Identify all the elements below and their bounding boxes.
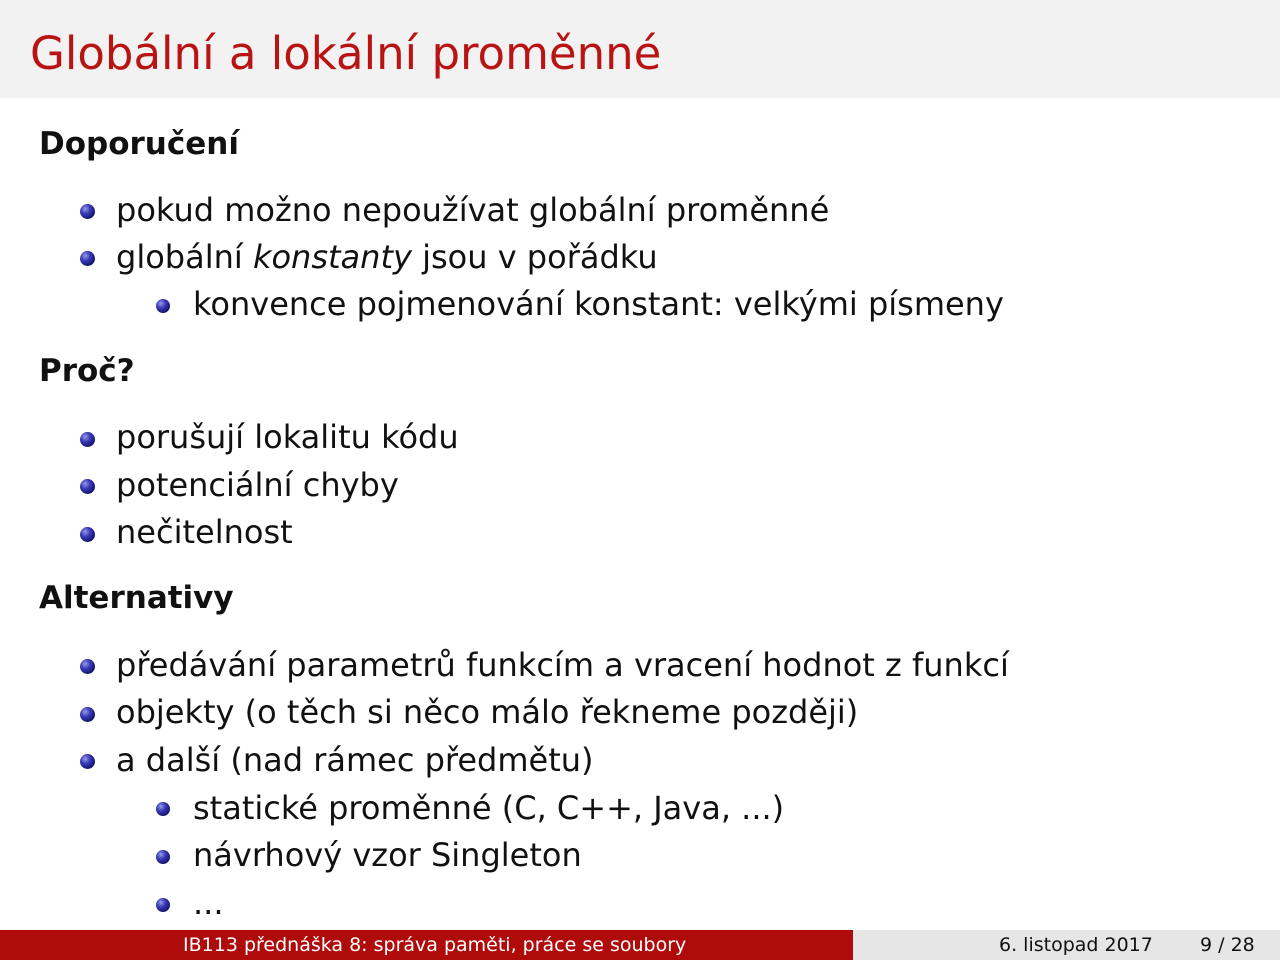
list-item xyxy=(116,237,658,277)
title-bar xyxy=(0,0,1280,98)
list-item-text: jsou v pořádku xyxy=(411,238,658,276)
sub-list-item: návrhový vzor Singleton xyxy=(193,836,582,874)
footer-course-bar xyxy=(0,930,853,960)
bullet-icon xyxy=(80,204,95,219)
sub-bullet-icon xyxy=(156,898,170,912)
list-item: předávání parametrů funkcím a vracení hodnot z funkcí xyxy=(116,646,1009,684)
sub-list-item: konvence pojmenování konstant: velkými písmeny xyxy=(193,285,1004,323)
bullet-icon xyxy=(80,251,95,266)
list-item: pokud možno nepoužívat globální proměnné xyxy=(116,191,830,229)
list-item: nečitelnost xyxy=(116,513,293,551)
sub-bullet-icon xyxy=(156,299,170,313)
list-item-text: globální xyxy=(116,238,253,276)
list-item: potenciální chyby xyxy=(116,466,399,504)
bullet-icon xyxy=(80,707,95,722)
footer-date: 6. listopad 2017 xyxy=(999,934,1153,956)
section-heading-why: Proč? xyxy=(39,353,135,389)
sub-list-item: statické proměnné (C, C++, Java, ...) xyxy=(193,789,785,827)
footer-info-bar xyxy=(853,930,1280,960)
slide-title: Globální a lokální proměnné xyxy=(30,27,662,80)
sub-bullet-icon xyxy=(156,802,170,816)
list-item: a další (nad rámec předmětu) xyxy=(116,741,594,779)
footer xyxy=(0,930,1280,960)
page-number: 9 / 28 xyxy=(1200,934,1255,956)
bullet-icon xyxy=(80,659,95,674)
footer-course-title: IB113 přednáška 8: správa paměti, práce se soubory xyxy=(183,934,687,956)
sub-list-item: ... xyxy=(193,884,224,922)
bullet-icon xyxy=(80,432,95,447)
sub-bullet-icon xyxy=(156,850,170,864)
list-item: porušují lokalitu kódu xyxy=(116,418,459,456)
section-heading-alternatives: Alternativy xyxy=(39,580,234,616)
list-item: objekty (o těch si něco málo řekneme později) xyxy=(116,693,859,731)
bullet-icon xyxy=(80,527,95,542)
section-heading-recommendation: Doporučení xyxy=(39,126,239,162)
bullet-icon xyxy=(80,479,95,494)
bullet-icon xyxy=(80,754,95,769)
emphasized-text: konstanty xyxy=(252,238,412,276)
